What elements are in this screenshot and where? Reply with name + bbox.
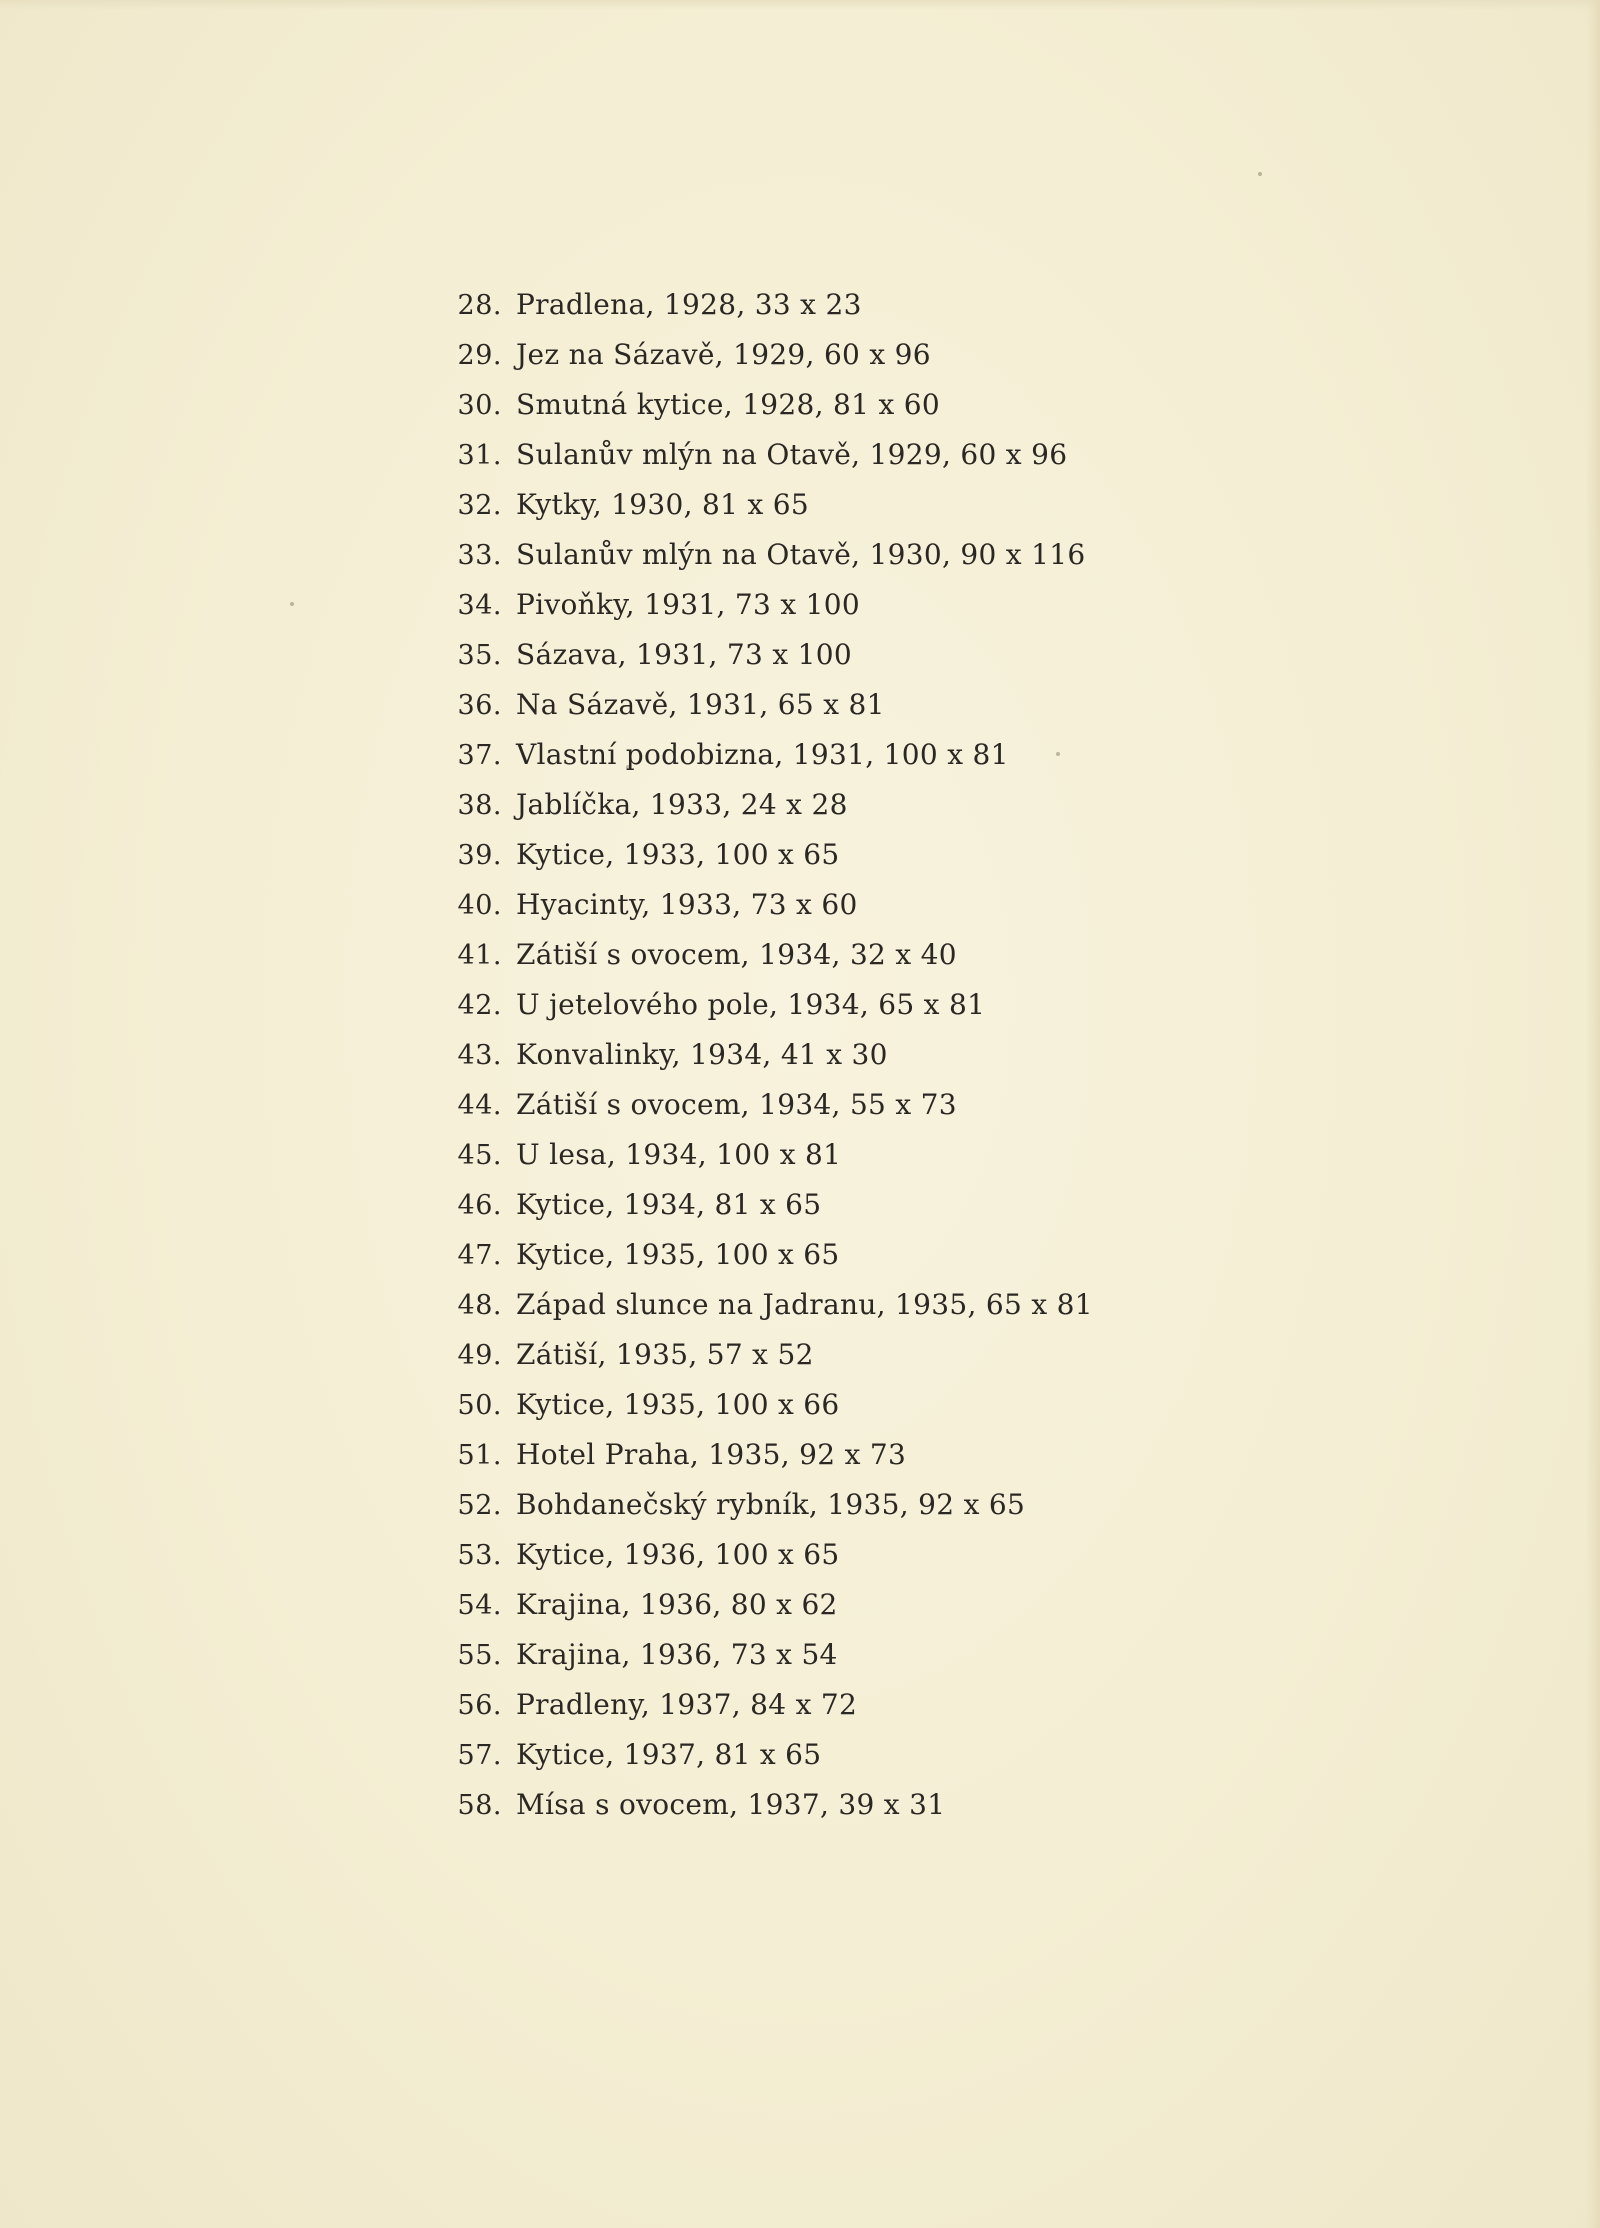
entry-number: 34. xyxy=(457,590,502,621)
catalogue-entry xyxy=(436,730,1196,780)
entry-number: 38. xyxy=(457,790,502,821)
entry-title: Zátiší s ovocem, 1934, 55 x 73 xyxy=(516,1088,957,1121)
entry-number: 41. xyxy=(457,940,502,971)
entry-number: 45. xyxy=(457,1140,502,1171)
entry-number: 33. xyxy=(457,540,502,571)
entry-number: 47. xyxy=(457,1240,502,1271)
catalogue-entry xyxy=(436,930,1196,980)
entry-number: 50. xyxy=(457,1390,502,1421)
entry-number: 32. xyxy=(457,490,502,521)
entry-title: Kytice, 1937, 81 x 65 xyxy=(516,1738,822,1771)
entry-title: U jetelového pole, 1934, 65 x 81 xyxy=(516,988,986,1021)
paper-top-edge xyxy=(0,0,1600,10)
entry-number: 30. xyxy=(457,390,502,421)
catalogue-entry xyxy=(436,1380,1196,1430)
entry-title: Krajina, 1936, 80 x 62 xyxy=(516,1588,838,1621)
catalogue-entry xyxy=(436,580,1196,630)
entry-number: 42. xyxy=(457,990,502,1021)
catalogue-entry xyxy=(436,1180,1196,1230)
catalogue-entry xyxy=(436,1730,1196,1780)
catalogue-entry xyxy=(436,880,1196,930)
catalogue-entry xyxy=(436,280,1196,330)
entry-title: Pradleny, 1937, 84 x 72 xyxy=(516,1688,858,1721)
entry-number: 37. xyxy=(457,740,502,771)
catalogue-entry xyxy=(436,1480,1196,1530)
catalogue-entry xyxy=(436,1080,1196,1130)
entry-number: 44. xyxy=(457,1090,502,1121)
entry-number: 46. xyxy=(457,1190,502,1221)
entry-number: 52. xyxy=(457,1490,502,1521)
catalogue-entry xyxy=(436,1030,1196,1080)
catalogue-entry xyxy=(436,1530,1196,1580)
catalogue-entry xyxy=(436,830,1196,880)
entry-title: Konvalinky, 1934, 41 x 30 xyxy=(516,1038,888,1071)
entry-number: 53. xyxy=(457,1540,502,1571)
entry-number: 57. xyxy=(457,1740,502,1771)
entry-title: Kytice, 1934, 81 x 65 xyxy=(516,1188,822,1221)
entry-title: Vlastní podobizna, 1931, 100 x 81 xyxy=(516,738,1009,771)
entry-number: 40. xyxy=(457,890,502,921)
catalogue-entry xyxy=(436,1780,1196,1830)
paper-right-edge xyxy=(1586,0,1600,2228)
entry-number: 29. xyxy=(457,340,502,371)
entry-title: Zátiší s ovocem, 1934, 32 x 40 xyxy=(516,938,957,971)
entry-number: 51. xyxy=(457,1440,502,1471)
catalogue-entry xyxy=(436,1280,1196,1330)
entry-title: Sázava, 1931, 73 x 100 xyxy=(516,638,852,671)
catalogue-entry xyxy=(436,480,1196,530)
entry-title: Krajina, 1936, 73 x 54 xyxy=(516,1638,838,1671)
entry-title: Pradlena, 1928, 33 x 23 xyxy=(516,288,862,321)
entry-title: Hyacinty, 1933, 73 x 60 xyxy=(516,888,858,921)
catalogue-entry xyxy=(436,1680,1196,1730)
catalogue-entry xyxy=(436,980,1196,1030)
painting-catalogue-list xyxy=(436,280,1196,1830)
entry-number: 48. xyxy=(457,1290,502,1321)
entry-title: Sulanův mlýn na Otavě, 1930, 90 x 116 xyxy=(516,538,1086,571)
catalogue-entry xyxy=(436,330,1196,380)
catalogue-entry xyxy=(436,630,1196,680)
catalogue-entry xyxy=(436,1330,1196,1380)
catalogue-entry xyxy=(436,1580,1196,1630)
entry-number: 58. xyxy=(457,1790,502,1821)
entry-title: Kytice, 1933, 100 x 65 xyxy=(516,838,840,871)
entry-title: Kytice, 1935, 100 x 65 xyxy=(516,1238,840,1271)
entry-number: 35. xyxy=(457,640,502,671)
entry-number: 39. xyxy=(457,840,502,871)
entry-title: Bohdanečský rybník, 1935, 92 x 65 xyxy=(516,1488,1026,1521)
entry-number: 36. xyxy=(457,690,502,721)
entry-title: Kytice, 1936, 100 x 65 xyxy=(516,1538,840,1571)
catalogue-entry xyxy=(436,530,1196,580)
entry-number: 54. xyxy=(457,1590,502,1621)
paper-speck xyxy=(1258,172,1262,176)
entry-number: 31. xyxy=(457,440,502,471)
entry-title: Zátiší, 1935, 57 x 52 xyxy=(516,1338,814,1371)
entry-number: 56. xyxy=(457,1690,502,1721)
entry-title: Hotel Praha, 1935, 92 x 73 xyxy=(516,1438,907,1471)
entry-number: 55. xyxy=(457,1640,502,1671)
entry-number: 28. xyxy=(457,290,502,321)
catalogue-entry xyxy=(436,430,1196,480)
entry-title: Pivoňky, 1931, 73 x 100 xyxy=(516,588,860,621)
paper-speck xyxy=(290,602,294,606)
catalogue-entry xyxy=(436,680,1196,730)
entry-title: Kytice, 1935, 100 x 66 xyxy=(516,1388,840,1421)
entry-title: Západ slunce na Jadranu, 1935, 65 x 81 xyxy=(516,1288,1093,1321)
catalogue-entry xyxy=(436,1630,1196,1680)
catalogue-entry xyxy=(436,380,1196,430)
catalogue-entry xyxy=(436,1130,1196,1180)
entry-title: Kytky, 1930, 81 x 65 xyxy=(516,488,809,521)
entry-title: Mísa s ovocem, 1937, 39 x 31 xyxy=(516,1788,946,1821)
entry-number: 49. xyxy=(457,1340,502,1371)
catalogue-entry xyxy=(436,1230,1196,1280)
catalogue-entry xyxy=(436,780,1196,830)
entry-title: Jablíčka, 1933, 24 x 28 xyxy=(516,788,848,821)
catalogue-entry xyxy=(436,1430,1196,1480)
entry-title: Na Sázavě, 1931, 65 x 81 xyxy=(516,688,885,721)
entry-title: U lesa, 1934, 100 x 81 xyxy=(516,1138,842,1171)
entry-title: Sulanův mlýn na Otavě, 1929, 60 x 96 xyxy=(516,438,1068,471)
entry-title: Jez na Sázavě, 1929, 60 x 96 xyxy=(516,338,931,371)
entry-number: 43. xyxy=(457,1040,502,1071)
entry-title: Smutná kytice, 1928, 81 x 60 xyxy=(516,388,940,421)
